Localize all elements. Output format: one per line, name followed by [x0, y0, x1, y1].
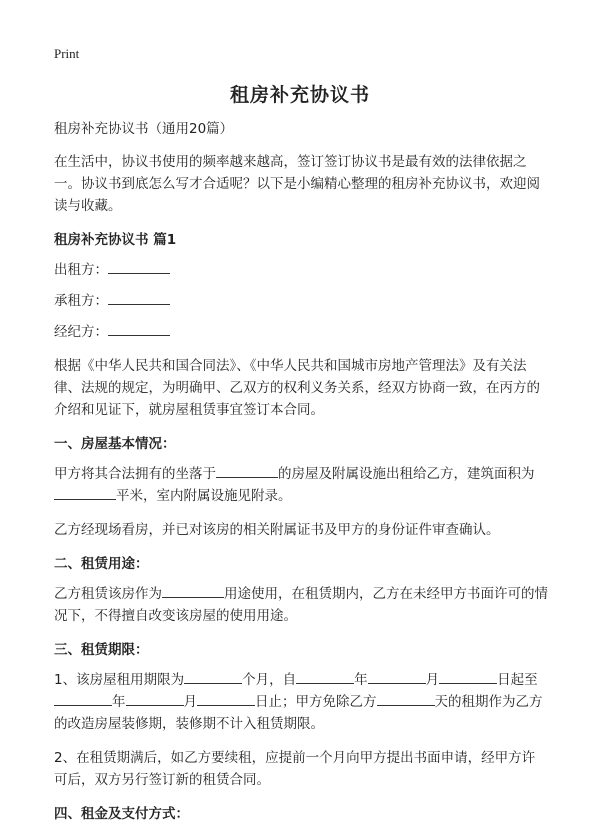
section-3-paragraph-2: 2、在租赁期满后，如乙方要续租，应提前一个月向甲方提出书面申请，经甲方许可后，双方另行签订新的租赁合同。 — [54, 750, 536, 788]
party-lessee — [54, 290, 548, 312]
text-fragment: 平米，室内附属设施见附录。 — [116, 488, 292, 504]
party-lessee-label: 承租方： — [54, 293, 108, 309]
section-2-heading: 二、租赁用途： — [54, 556, 149, 572]
text-fragment: 日起至 — [497, 672, 538, 688]
print-link[interactable]: Print — [54, 46, 80, 61]
text-fragment: 月 — [425, 672, 440, 688]
document-subtitle: 租房补充协议书（通用20篇） — [54, 121, 234, 137]
blank-field — [377, 691, 435, 706]
section-4-heading: 四、租金及支付方式： — [54, 806, 189, 822]
party-broker — [54, 321, 548, 343]
party-lessor-label: 出租方： — [54, 262, 108, 278]
text-fragment: 个月，自 — [242, 672, 297, 688]
text-fragment: 日止；甲方免除乙方 — [255, 694, 377, 710]
section-3-paragraph-1 — [54, 669, 548, 735]
blank-field — [368, 669, 426, 684]
blank-field — [197, 691, 255, 706]
text-fragment: 天的租期作为乙方的改造房屋装修期，装修期不计入租赁期限。 — [54, 694, 543, 732]
section-1-heading: 一、房屋基本情况： — [54, 436, 176, 452]
section-1-paragraph-1 — [54, 463, 548, 507]
blank-field — [108, 290, 170, 305]
blank-field — [439, 669, 497, 684]
text-fragment: 年 — [354, 672, 368, 688]
section-3-heading: 三、租赁期限： — [54, 642, 149, 658]
blank-field — [296, 669, 354, 684]
blank-field — [184, 669, 242, 684]
party-lessor — [54, 259, 548, 281]
party-broker-label: 经纪方： — [54, 324, 108, 340]
document-body — [54, 118, 548, 833]
text-fragment: 月 — [183, 694, 197, 710]
text-fragment: 甲方将其合法拥有的坐落于 — [54, 466, 216, 482]
blank-field — [108, 259, 170, 274]
text-fragment: 乙方租赁该房作为 — [54, 586, 162, 602]
preamble-paragraph: 根据《中华人民共和国合同法》、《中华人民共和国城市房地产管理法》及有关法律、法规的规定，为明确甲、乙双方的权利义务关系，经双方协商一致，在丙方的介绍和见证下，就房屋租赁事宜签订本合同。 — [54, 358, 540, 418]
blank-field — [54, 691, 112, 706]
intro-paragraph: 在生活中，协议书使用的频率越来越高，签订签订协议书是最有效的法律依据之一。协议书到底怎么写才合适呢？以下是小编精心整理的租房补充协议书，欢迎阅读与收藏。 — [54, 154, 540, 214]
blank-field — [162, 583, 224, 598]
section-1-paragraph-2: 乙方经现场看房，并已对该房的相关附属证书及甲方的身份证件审查确认。 — [54, 522, 500, 538]
blank-field — [54, 485, 116, 500]
blank-field — [216, 463, 278, 478]
text-fragment: 1、该房屋租用期限为 — [54, 672, 185, 688]
blank-field — [126, 691, 184, 706]
text-fragment: 年 — [112, 694, 126, 710]
text-fragment: 用途使用，在租赁期内，乙方在未经甲方书面许可的情况下，不得擅自改变该房屋的使用用途。 — [54, 586, 548, 624]
section-2-paragraph-1 — [54, 583, 548, 627]
text-fragment: 的房屋及附属设施出租给乙方，建筑面积为 — [278, 466, 535, 482]
blank-field — [108, 321, 170, 336]
document-title: 租房补充协议书 — [229, 84, 370, 106]
chapter-heading: 租房补充协议书 篇1 — [54, 232, 177, 248]
